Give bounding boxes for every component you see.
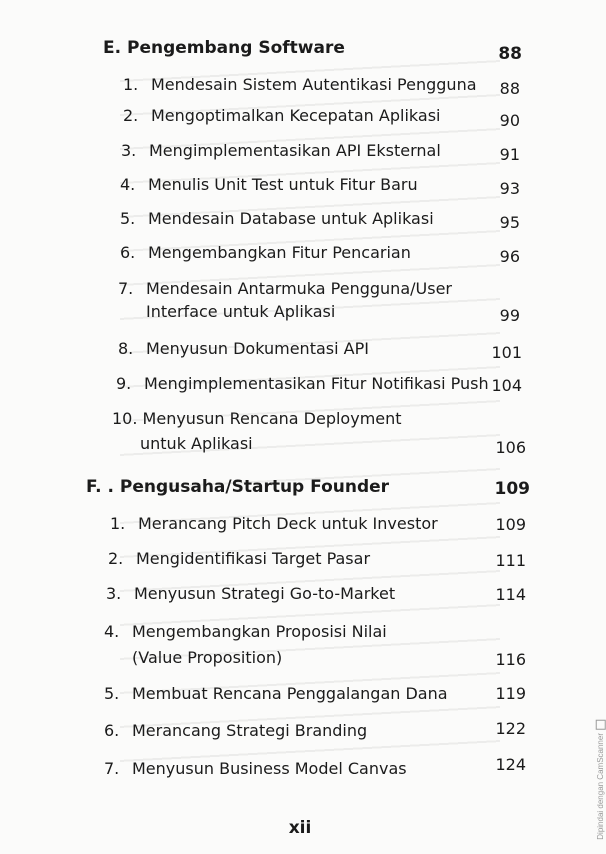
- toc-item-e7-continuation: Interface untuk Aplikasi: [146, 302, 336, 321]
- toc-item-label: Mengimplementasikan API Eksternal: [149, 141, 441, 160]
- toc-item-e6-page: 96: [499, 247, 520, 266]
- toc-item-number: 1.: [123, 75, 139, 94]
- toc-item-f2-page: 111: [495, 551, 526, 570]
- toc-item-f3: [106, 583, 395, 604]
- toc-item-number: 2.: [108, 549, 124, 568]
- toc-item-f1: [110, 513, 438, 534]
- section-f-page: 109: [494, 479, 530, 499]
- toc-item-label: Merancang Strategi Branding: [132, 721, 368, 740]
- toc-item-e2-page: 90: [499, 111, 520, 130]
- toc-item-label: Merancang Pitch Deck untuk Investor: [138, 514, 438, 533]
- toc-item-e3: [121, 140, 441, 161]
- toc-item-label: Menyusun Dokumentasi API: [146, 339, 369, 358]
- toc-item-number: 8.: [118, 339, 134, 358]
- toc-item-number: 6.: [120, 243, 136, 262]
- toc-item-label: Membuat Rencana Penggalangan Dana: [132, 684, 448, 703]
- toc-item-number: 3.: [106, 584, 122, 603]
- toc-item-number: 3.: [121, 141, 137, 160]
- toc-item-e9-page: 104: [491, 376, 522, 395]
- toc-item-e3-page: 91: [499, 145, 520, 164]
- section-e-title: E. Pengembang Software: [103, 38, 345, 58]
- toc-item-number: 7.: [104, 759, 120, 778]
- toc-item-number: 5.: [120, 209, 136, 228]
- toc-item-e5-page: 95: [499, 213, 520, 232]
- toc-item-f3-page: 114: [495, 585, 526, 604]
- toc-item-e10: [112, 408, 402, 429]
- toc-item-e7-page: 99: [499, 306, 520, 325]
- toc-item-e4: [120, 174, 418, 195]
- scanner-watermark: [596, 720, 606, 840]
- toc-item-number: 5.: [104, 684, 120, 703]
- toc-item-e8: [118, 338, 369, 359]
- toc-item-e10-page: 106: [495, 438, 526, 457]
- toc-item-label: Menyusun Strategi Go-to-Market: [134, 584, 396, 603]
- toc-item-number: 10.: [112, 409, 138, 428]
- toc-item-f4-page: 116: [495, 650, 526, 669]
- toc-item-e2: [123, 105, 440, 126]
- toc-item-e5: [120, 208, 434, 229]
- toc-item-label: Mengembangkan Fitur Pencarian: [148, 243, 411, 262]
- toc-item-label: Menulis Unit Test untuk Fitur Baru: [148, 175, 418, 194]
- toc-item-e7: [118, 278, 452, 299]
- toc-item-label: Menyusun Business Model Canvas: [132, 759, 407, 778]
- toc-item-number: 4.: [120, 175, 136, 194]
- section-e-page: 88: [498, 44, 522, 64]
- toc-item-label: Mendesain Sistem Autentikasi Pengguna: [151, 75, 477, 94]
- toc-item-e4-page: 93: [499, 179, 520, 198]
- page-number-footer: xii: [288, 818, 312, 838]
- toc-item-f7-page: 124: [495, 755, 526, 774]
- toc-item-e10-continuation: untuk Aplikasi: [140, 434, 253, 453]
- toc-item-label: Mengidentifikasi Target Pasar: [136, 549, 371, 568]
- toc-item-e1: [123, 74, 477, 95]
- toc-item-f5: [104, 683, 448, 704]
- toc-item-label: Mendesain Database untuk Aplikasi: [148, 209, 434, 228]
- toc-item-e6: [120, 242, 411, 263]
- toc-item-number: 4.: [104, 622, 120, 641]
- toc-item-label: Menyusun Rencana Deployment: [142, 409, 402, 428]
- toc-item-f4-continuation: (Value Proposition): [132, 648, 283, 667]
- toc-item-e8-page: 101: [491, 343, 522, 362]
- watermark-text: Dipindai dengan CamScanner: [596, 733, 606, 840]
- toc-item-f2: [108, 548, 370, 569]
- section-f-title: F. . Pengusaha/Startup Founder: [86, 477, 390, 497]
- toc-item-f4: [104, 621, 387, 642]
- toc-item-number: 6.: [104, 721, 120, 740]
- toc-item-number: 9.: [116, 374, 132, 393]
- toc-item-f6-page: 122: [495, 719, 526, 738]
- toc-item-number: 1.: [110, 514, 126, 533]
- toc-item-number: 7.: [118, 279, 134, 298]
- toc-item-f5-page: 119: [495, 684, 526, 703]
- toc-item-label: Mengembangkan Proposisi Nilai: [132, 622, 387, 641]
- toc-item-number: 2.: [123, 106, 139, 125]
- toc-item-label: Mengoptimalkan Kecepatan Aplikasi: [151, 106, 441, 125]
- toc-item-label: Mengimplementasikan Fitur Notifikasi Push: [144, 374, 489, 393]
- toc-item-e1-page: 88: [499, 79, 520, 98]
- camscanner-logo-icon: [596, 720, 606, 730]
- toc-item-label: Mendesain Antarmuka Pengguna/User: [146, 279, 452, 298]
- toc-item-e9: [116, 373, 489, 394]
- toc-item-f7: [104, 758, 407, 779]
- toc-item-f1-page: 109: [495, 515, 526, 534]
- toc-item-f6: [104, 720, 367, 741]
